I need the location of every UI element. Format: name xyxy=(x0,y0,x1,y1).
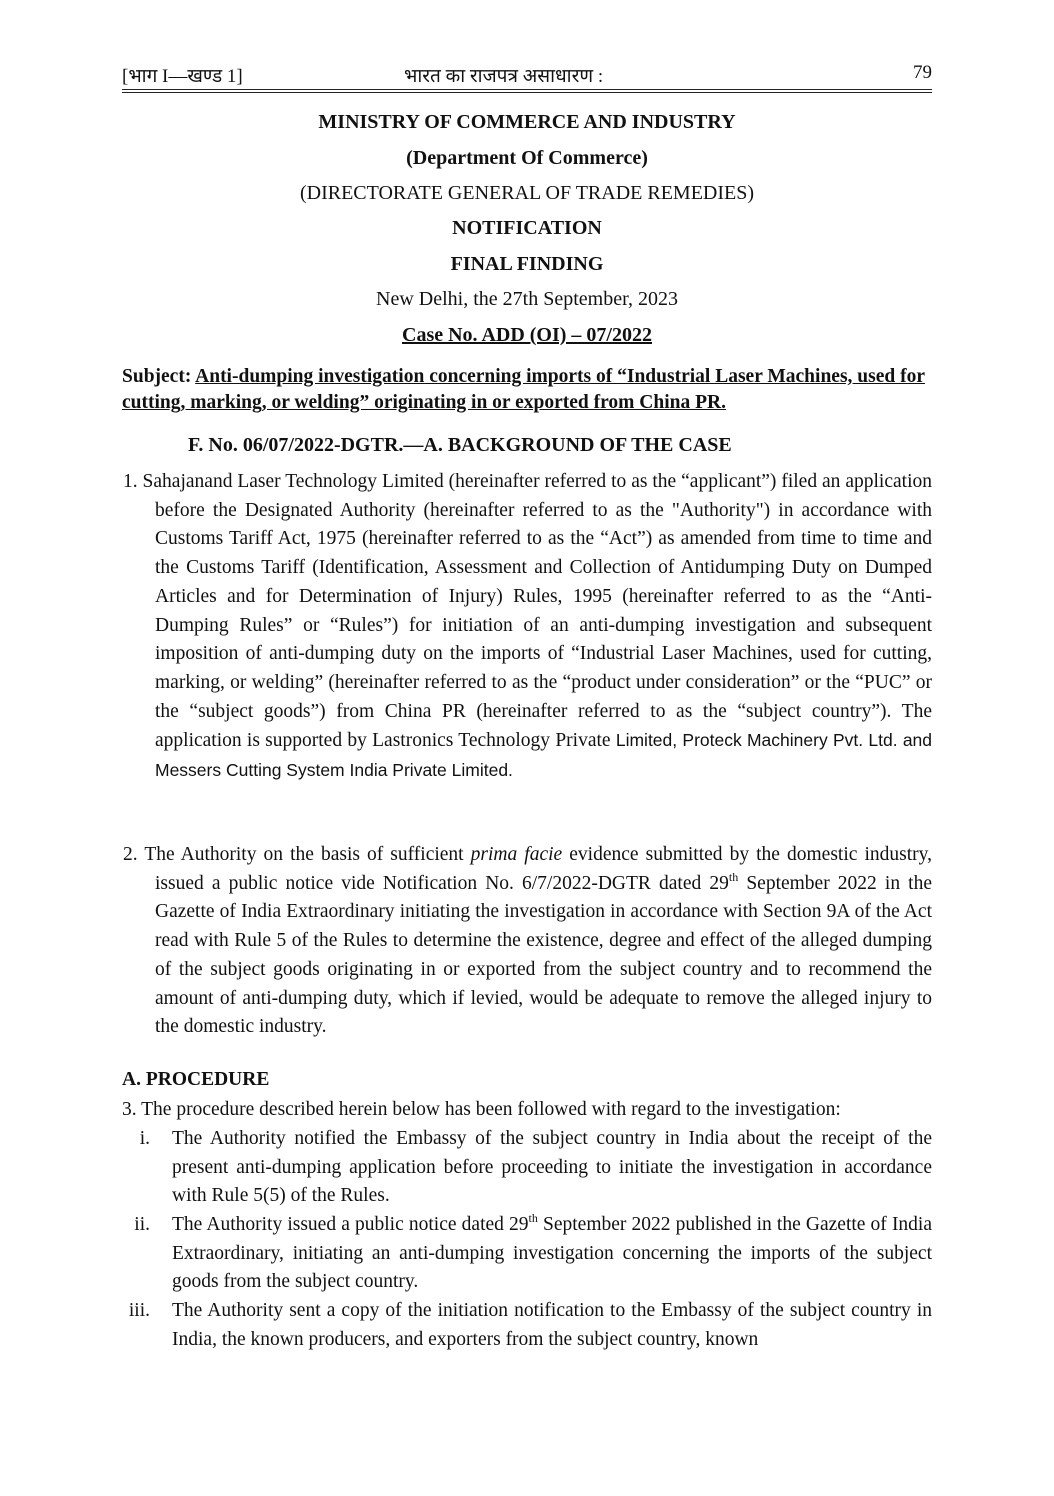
procedure-item-2-sup: th xyxy=(528,1211,538,1225)
subject-label: Subject: xyxy=(122,366,192,387)
paragraph-1 xyxy=(123,468,933,786)
paragraph-1-text: 1. Sahajanand Laser Technology Limited (hereinafter referred to as the “applicant”) filed an application before the Designated Authority (hereinafter referred to as the "Authority") in accordance with Customs Tariff Act, 1975 (hereinafter referred to as the “Act”) as amended from time to time and the Customs Tariff (Identification, Assessment and Collection of Antidumping Duty on Dumped Articles and for Determination of Injury) Rules, 1995 (hereinafter referred to as the “Anti-Dumping Rules” or “Rules”) for initiation of an anti-dumping investigation and subsequent imposition of anti-dumping duty on the imports of “Industrial Laser Machines, used for cutting, marking, or welding” (hereinafter referred to as the “product under consideration” or the “PUC” or the “subject goods”) from China PR (hereinafter referred to as the “subject country”). The application is supported by Lastronics Technology Private xyxy=(123,471,932,752)
item-2-number: ii. xyxy=(134,1214,150,1235)
paragraph-1-tail: Limited, Proteck Machinery Pvt. Ltd. and Messers Cutting System India Private Limited. xyxy=(155,730,933,781)
procedure-item-2-text: September 2022 published in the Gazette of India Extraordinary, initiating an anti-dumping investigation concerning the imports of the subject goods from the subject country. xyxy=(172,1214,933,1293)
paragraph-2-rest: September 2022 in the Gazette of India Extraordinary initiating the investigation in accordance with Section 9A of the Act read with Rule 5 of the Rules to determine the existence, degree and effect of the alleged dumping of the subject goods originating in or exported from the subject country and to recommend the amount of anti-dumping duty, which if levied, would be adequate to remove the alleged injury to the domestic industry. xyxy=(155,872,932,1038)
department-title: (Department Of Commerce) xyxy=(406,147,648,169)
header-rule-top xyxy=(122,89,932,90)
procedure-item-2-lead: The Authority issued a public notice dated 29 xyxy=(172,1214,529,1235)
paragraph-2-italic: prima facie xyxy=(470,844,563,865)
directorate-title: (DIRECTORATE GENERAL OF TRADE REMEDIES) xyxy=(299,182,755,204)
item-3-number: iii. xyxy=(128,1300,150,1321)
procedure-item-2 xyxy=(172,1211,932,1297)
paragraph-2-sup: th xyxy=(728,869,739,884)
header-gazette-title: भारत का राजपत्र असाधारण : xyxy=(404,66,604,87)
paragraph-2 xyxy=(123,841,933,1042)
procedure-item-1: The Authority notified the Embassy of the subject country in India about the receipt of the present anti-dumping application before proceeding to initiate the investigation in accordance with Rule 5(5) of the Rules. xyxy=(172,1128,932,1207)
running-header xyxy=(122,62,932,88)
subject-text: Anti-dumping investigation concerning imports of “Industrial Laser Machines, used for cutting, marking, or welding” originating in or exported from China PR. xyxy=(122,366,925,413)
date-line: New Delhi, the 27th September, 2023 xyxy=(376,288,678,310)
procedure-item-3: The Authority sent a copy of the initiation notification to the Embassy of the subject country in India, the known producers, and exporters from the subject country, known xyxy=(172,1300,932,1350)
procedure-heading: A. PROCEDURE xyxy=(122,1069,270,1090)
notification-title: NOTIFICATION xyxy=(452,217,602,239)
paragraph-2-mid: evidence submitted by the domestic industry, issued a public notice vide Notification No. 6/7/2022-DGTR dated 29 xyxy=(155,844,933,894)
subject-block xyxy=(122,364,932,416)
case-number: Case No. ADD (OI) – 07/2022 xyxy=(402,324,652,346)
item-1-number: i. xyxy=(139,1128,150,1149)
file-number-heading: F. No. 06/07/2022-DGTR.—A. BACKGROUND OF THE CASE xyxy=(188,434,732,456)
procedure-intro: 3. The procedure described herein below has been followed with regard to the investigation: xyxy=(122,1099,841,1120)
header-rule-bottom xyxy=(122,92,932,93)
paragraph-2-lead: 2. The Authority on the basis of sufficient xyxy=(123,844,464,865)
final-finding-title: FINAL FINDING xyxy=(450,253,604,275)
header-part-section: [भाग I—खण्ड 1] xyxy=(122,66,243,87)
ministry-title: MINISTRY OF COMMERCE AND INDUSTRY xyxy=(318,111,736,133)
page-number: 79 xyxy=(913,62,932,83)
